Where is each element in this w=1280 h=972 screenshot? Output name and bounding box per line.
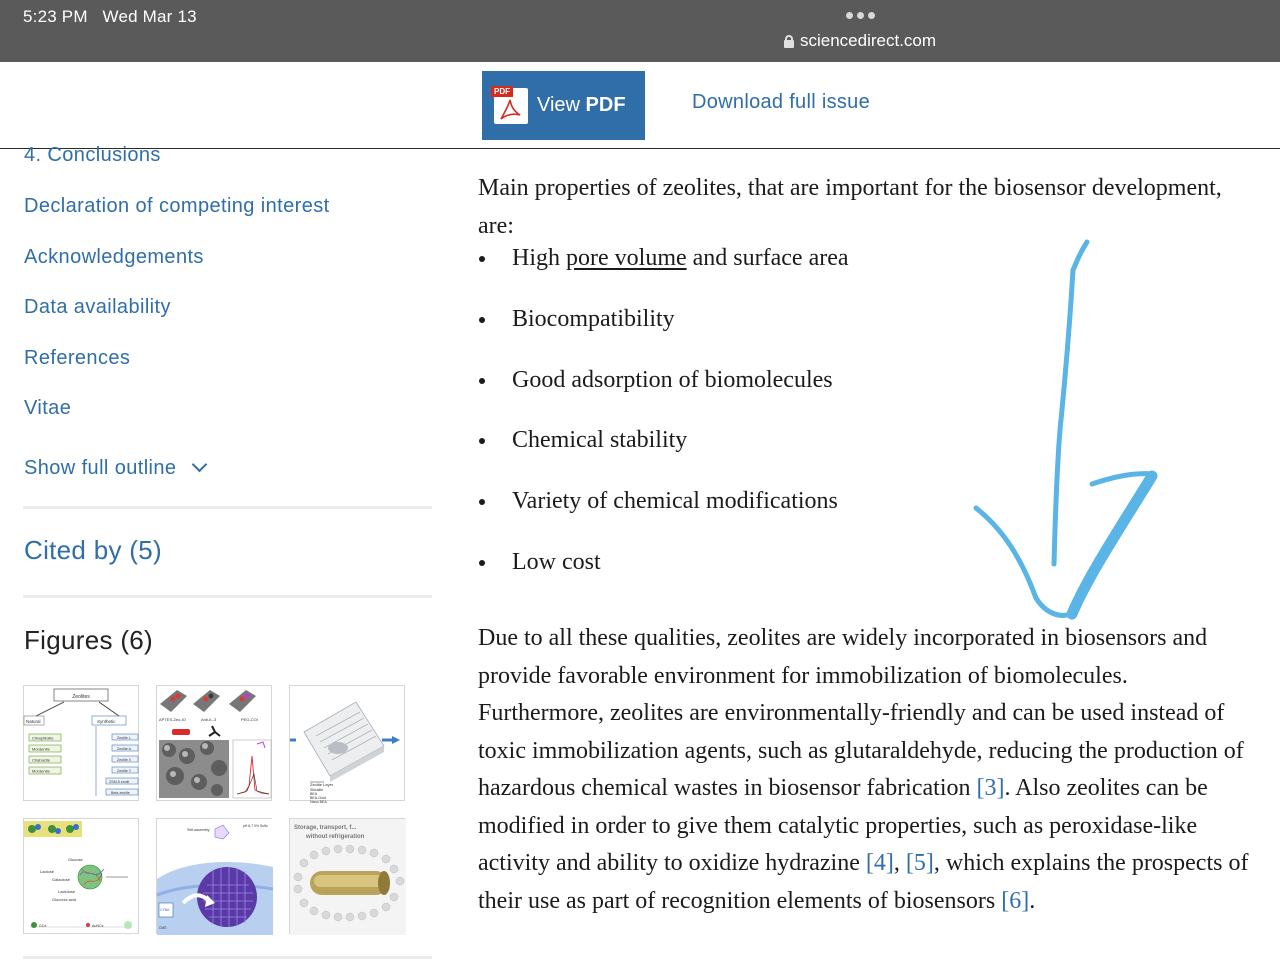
list-item: Low cost: [478, 549, 601, 576]
view-pdf-button[interactable]: [482, 71, 645, 140]
figure-thumbnail-1[interactable]: [23, 685, 139, 801]
reference-link-5[interactable]: [5]: [905, 850, 934, 876]
fig3-label: Zeolite Layer: [310, 782, 334, 787]
divider: [23, 506, 432, 509]
chevron-down-icon: [192, 457, 208, 473]
reference-link-6[interactable]: [6]: [1001, 887, 1030, 914]
status-date: Wed Mar 13: [102, 7, 197, 26]
reference-link-3[interactable]: [3]: [976, 775, 1005, 801]
pore-volume-link[interactable]: pore volume: [566, 245, 687, 271]
fig5-label: pH 6-7 0% Sulfo: [243, 824, 268, 828]
fig5-label: Self-assembly: [187, 828, 210, 832]
fig1-label: Mordenite: [32, 746, 50, 752]
fig1-label: Zeolite L: [117, 736, 131, 740]
fig1-label: Zeolite A: [117, 747, 131, 751]
figure-thumbnail-3[interactable]: [289, 685, 405, 804]
figure-thumbnail-6[interactable]: [289, 818, 405, 934]
sidebar-outline: [0, 144, 460, 972]
bullet-icon: [479, 256, 485, 262]
fig1-label: Clinoptilolite: [32, 735, 54, 741]
outline-item-data-availability[interactable]: Data availability: [24, 296, 171, 318]
fig1-label: Zeolites: [72, 694, 90, 700]
list-item: Biocompatibility: [478, 306, 675, 333]
fig5-label: CYBA: [160, 908, 170, 912]
figure-thumbnail-4[interactable]: [23, 818, 139, 934]
figure-thumbnail-2[interactable]: [156, 685, 272, 801]
fig4-label: Lactose: [40, 869, 55, 874]
outline-item-references[interactable]: References: [24, 347, 131, 369]
fig1-label: Natural: [26, 719, 41, 724]
divider: [23, 595, 432, 598]
fig3-label: Silicalite: [310, 788, 324, 792]
bullet-icon: [479, 499, 485, 505]
fig4-label: GOx: [39, 924, 47, 928]
fig1-label: Synthetic: [97, 719, 116, 724]
intro-paragraph: Main properties of zeolites, that are important for the biosensor development, are:: [478, 175, 1222, 239]
fig2-label: APTES-Zeo-IO: [159, 717, 186, 722]
article-toolbar: [0, 62, 1280, 149]
pdf-file-icon: [494, 88, 528, 124]
fig2-label: Anti-IL-3: [201, 717, 217, 722]
show-full-outline-button[interactable]: [24, 457, 205, 480]
bullet-icon: [479, 378, 485, 384]
view-pdf-label: View PDF: [537, 94, 626, 116]
download-full-issue-link[interactable]: Download full issue: [692, 91, 871, 113]
status-time: 5:23 PM: [23, 7, 88, 26]
outline-item-competing-interest[interactable]: Declaration of competing interest: [24, 195, 330, 217]
fig4-label: Lactulose: [58, 889, 76, 894]
bullet-icon: [479, 560, 485, 566]
fig3-label: BEA-Gold: [310, 796, 326, 800]
outline-item-vitae[interactable]: Vitae: [24, 397, 72, 419]
list-item: Variety of chemical modifications: [478, 488, 838, 515]
fig5-label: CMS: [159, 926, 167, 930]
divider: [23, 956, 432, 959]
figures-heading: Figures (6): [24, 625, 153, 655]
outline-item-conclusions[interactable]: 4. Conclusions: [24, 144, 161, 166]
fig3-label: Nano BEA: [310, 800, 327, 804]
fig4-label: Gluconic acid: [52, 897, 77, 902]
reference-link-4[interactable]: [4]: [865, 850, 894, 876]
status-bar: [0, 0, 1280, 62]
fig1-label: Zeolite Y: [117, 769, 132, 773]
fig1-label: Mordenite: [32, 768, 50, 774]
figure-thumbnail-5[interactable]: [156, 818, 272, 934]
list-item: Good adsorption of biomolecules: [478, 367, 833, 394]
fig4-label: AuNCs: [92, 924, 104, 928]
lock-icon: [784, 35, 794, 48]
body-paragraph: Due to all these qualities, zeolites are widely incorporated in biosensors and provide favorable environment for immobilization of biomolecules. Furthermore, zeolites are environmentally-friendly and can be used instead of toxic immobilization agents, such as glutaraldehyde, reducing the production of hazardous chemical wastes in biosensor fabrication [3]. Also zeolites can be modified in order to give them catalytic properties, such as peroxidase-like activity and ability to oxidize hydrazine [4], [5], which explains the prospects of their use as part of recognition elements of biosensors [6].: [478, 625, 1249, 914]
fig3-label: BEA: [310, 792, 318, 796]
status-clock: [23, 7, 197, 27]
fig4-label: Glucose: [68, 857, 83, 862]
fig2-label: PEG-COI: [241, 717, 258, 722]
list-item: High pore volume and surface area: [478, 245, 849, 272]
address-bar[interactable]: [784, 31, 936, 51]
bullet-icon: [479, 317, 485, 323]
fig1-label: Zeolite X: [117, 758, 132, 762]
fig1-label: ZSM-5 zeolit: [109, 780, 130, 784]
fig4-label: Galactose: [52, 877, 71, 882]
outline-item-acknowledgements[interactable]: Acknowledgements: [24, 246, 204, 268]
fig6-label: without refrigeration: [306, 834, 365, 840]
url-text: sciencedirect.com: [800, 31, 937, 50]
fig1-label: Beta zeolite: [111, 791, 130, 795]
annotation-arrow-icon: [960, 230, 1170, 630]
fig6-label: Storage, transport, f...: [294, 825, 357, 831]
bullet-icon: [479, 438, 485, 444]
pdf-tag: PDF: [491, 86, 513, 97]
list-item: Chemical stability: [478, 427, 687, 454]
fig1-label: Chabazite: [32, 757, 51, 763]
multitasking-dots-icon[interactable]: [846, 12, 875, 19]
cited-by-link[interactable]: Cited by (5): [24, 535, 162, 565]
show-full-outline-label: Show full outline: [24, 457, 177, 479]
